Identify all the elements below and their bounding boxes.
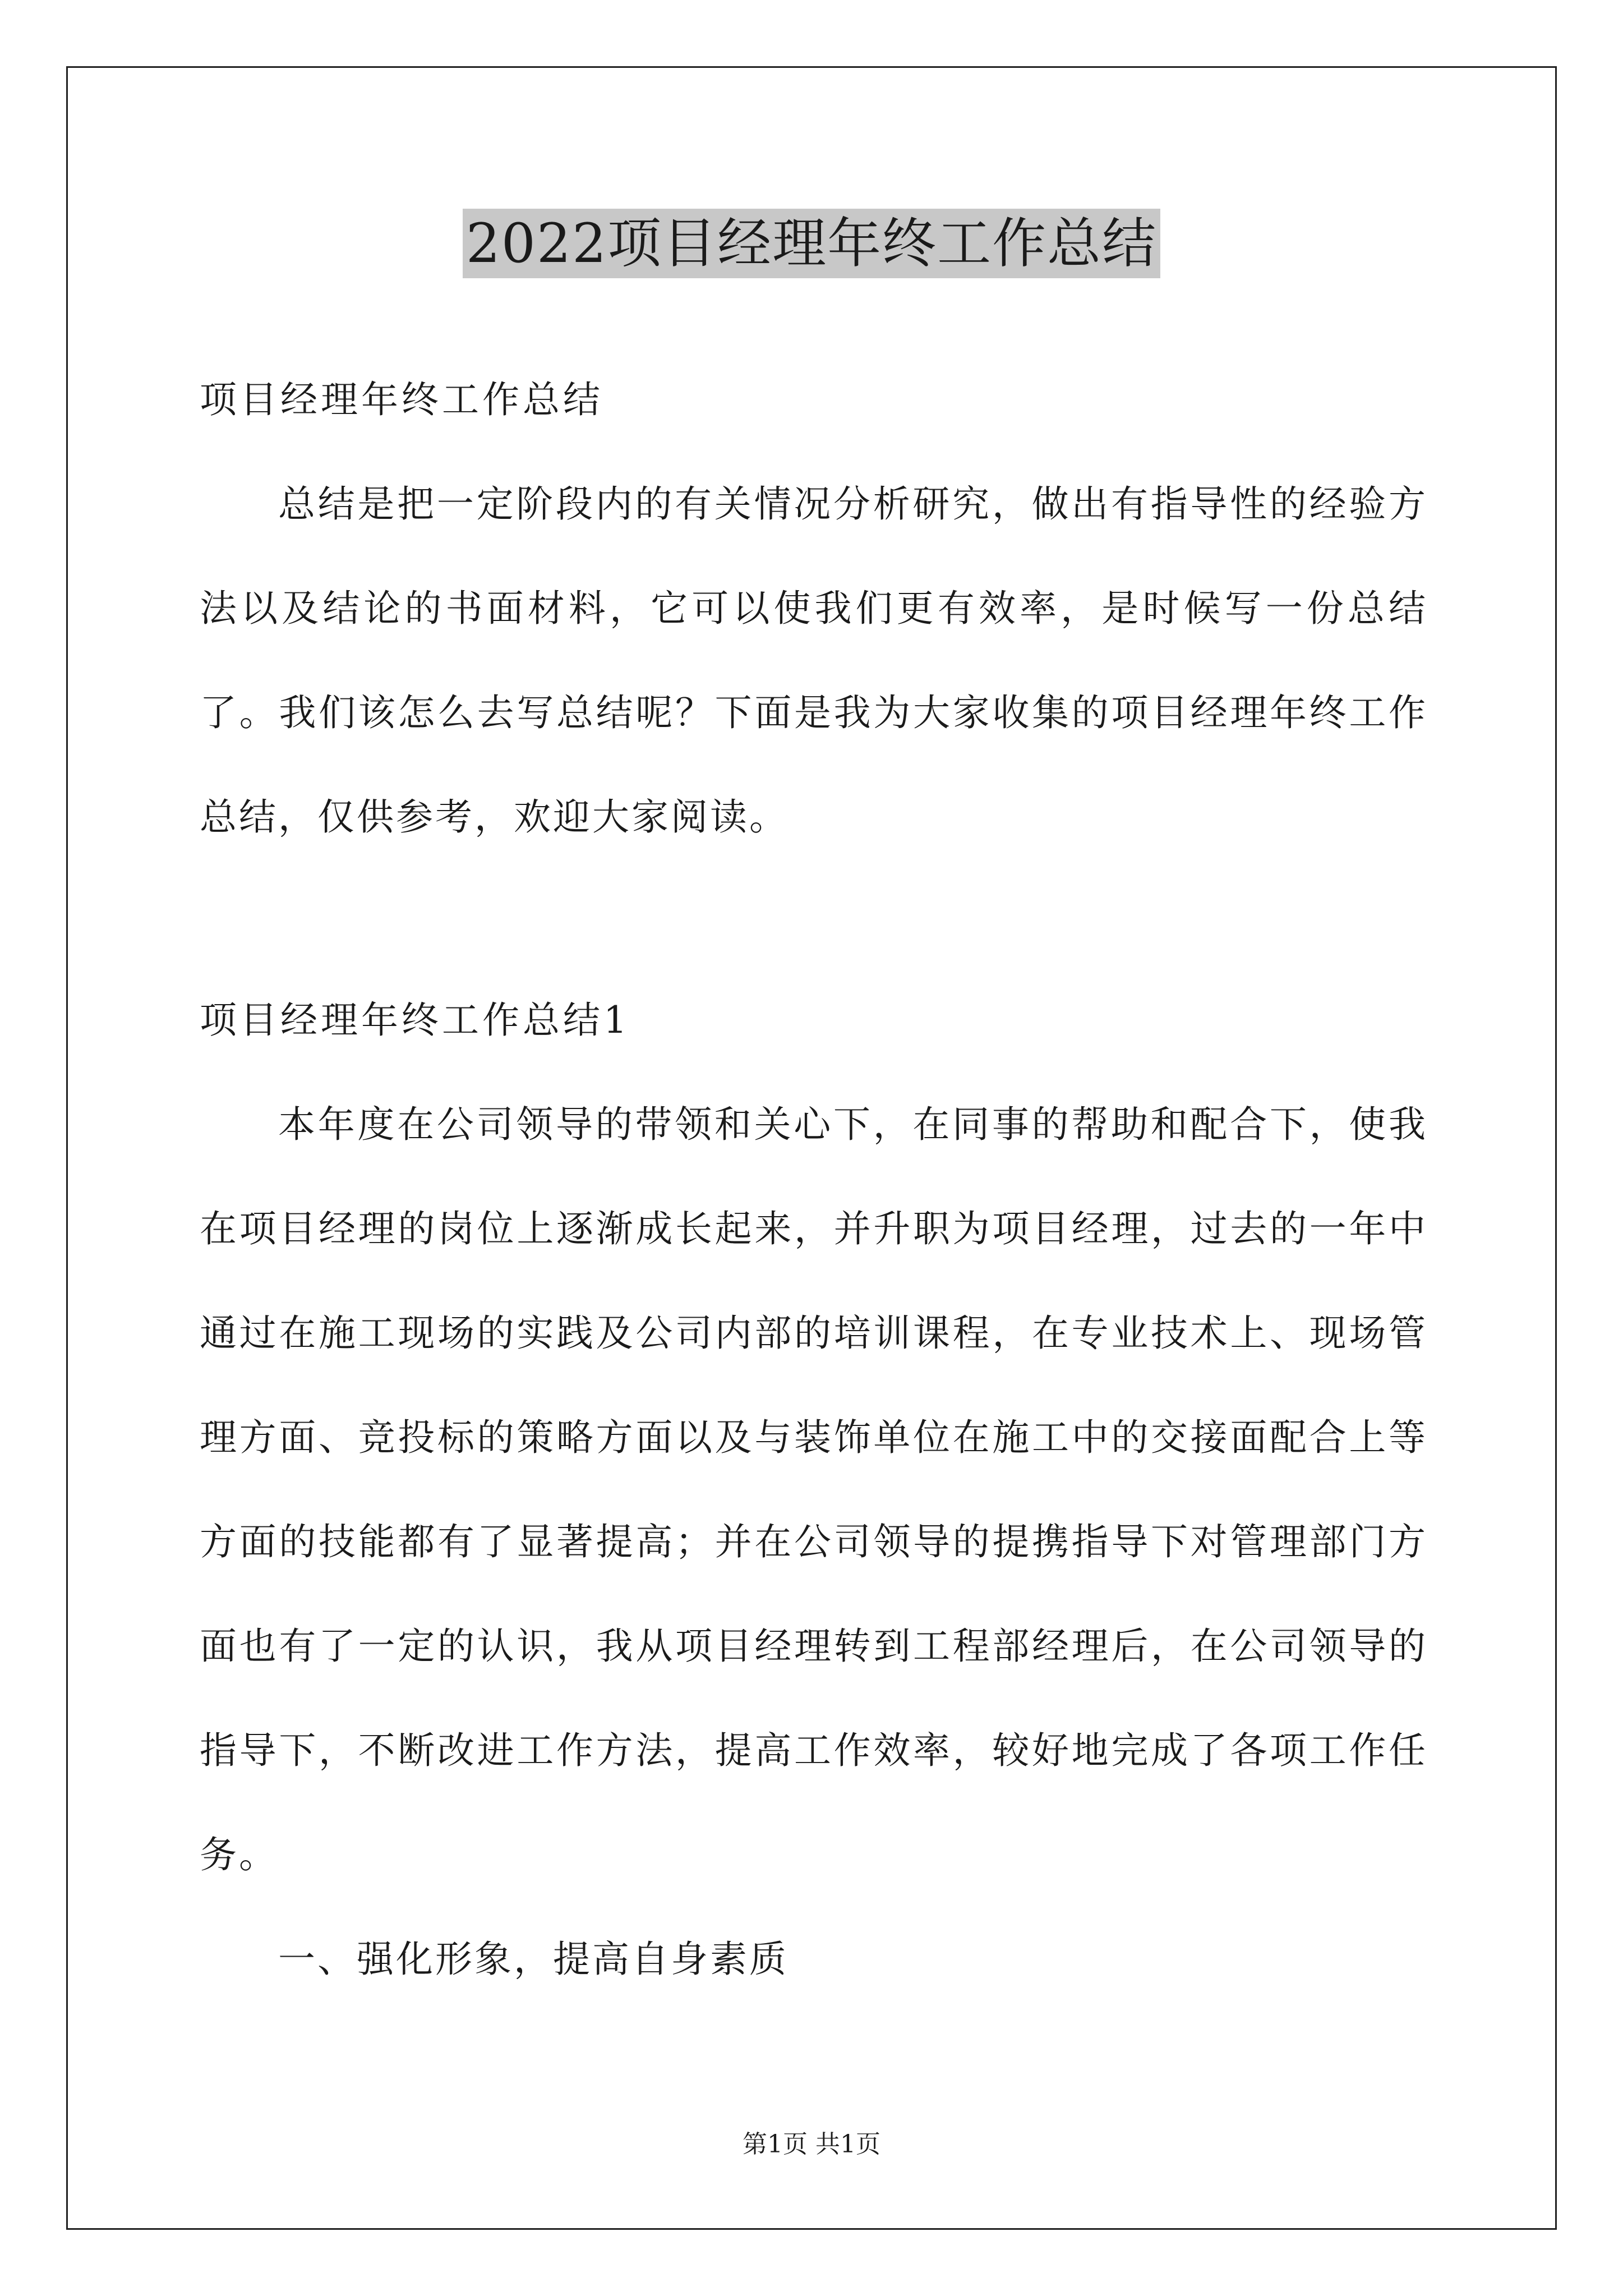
body-paragraph: 本年度在公司领导的带领和关心下，在同事的帮助和配合下，使我在项目经理的岗位上逐渐成长起来，并升职为项目经理，过去的一年中通过在施工现场的实践及公司内部的培训课程，在专业技术上、现场管理方面、竞投标的策略方面以及与装饰单位在施工中的交接面配合上等方面的技能都有了显著提高；并在公司领导的提携指导下对管理部门方面也有了一定的认识，我从项目经理转到工程部经理后，在公司领导的指导下，不断改进工作方法，提高工作效率，较好地完成了各项工作任务。 [200, 1103, 1428, 1876]
document-title: 2022项目经理年终工作总结 [463, 209, 1160, 278]
section-heading: 项目经理年终工作总结1 [200, 999, 630, 1042]
title-container [0, 209, 1623, 278]
document-subtitle: 项目经理年终工作总结 [200, 378, 603, 421]
page-footer: 第1页 共1页 [743, 2130, 880, 2159]
document-body [200, 348, 1428, 2012]
spacer [200, 869, 1428, 968]
intro-paragraph: 总结是把一定阶段内的有关情况分析研究，做出有指导性的经验方法以及结论的书面材料，它可以使我们更有效率，是时候写一份总结了。我们该怎么去写总结呢？下面是我为大家收集的项目经理年终工作总结，仅供参考，欢迎大家阅读。 [200, 482, 1428, 839]
point-heading: 一、强化形象，提高自身素质 [278, 1938, 789, 1981]
